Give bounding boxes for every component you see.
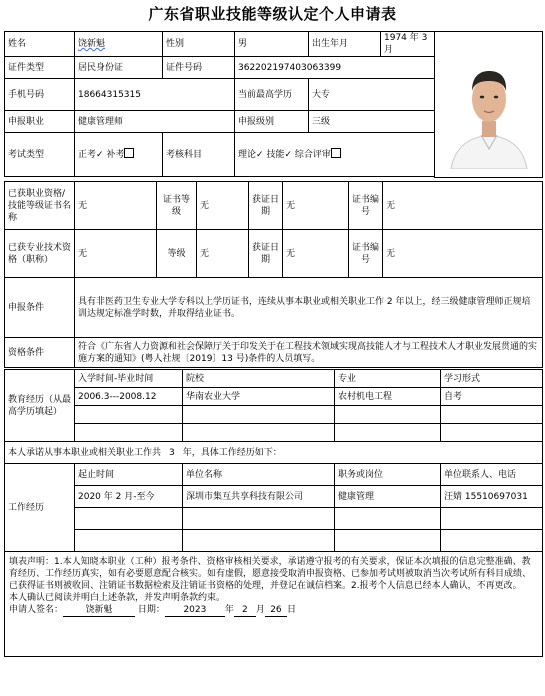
check-mark-icon: ✓ — [256, 150, 264, 160]
education-label: 教育经历（从最高学历填起） — [5, 370, 75, 442]
application-form-table — [4, 31, 543, 178]
vocational-cert-label: 已获职业资格/技能等级证书名称 — [5, 182, 75, 230]
edu-school — [183, 424, 335, 442]
work-label: 工作经历 — [5, 464, 75, 552]
empty-checkbox-icon — [331, 148, 341, 158]
edu-period: 2006.3---2008.12 — [75, 388, 183, 406]
edu-header-period: 入学时间-毕业时间 — [75, 370, 183, 388]
vocational-cert-number: 无 — [383, 182, 543, 230]
technical-title-date: 无 — [283, 230, 349, 278]
edu-major: 农村机电工程 — [335, 388, 441, 406]
work-header-position: 职务或岗位 — [335, 464, 441, 486]
exam-subject-label: 考核科目 — [163, 133, 235, 177]
edu-header-school: 院校 — [183, 370, 335, 388]
technical-title-number-label: 证书编号 — [349, 230, 383, 278]
work-years: 3 — [169, 447, 175, 458]
conditions-label: 申报条件 — [5, 278, 75, 338]
qualification-table — [4, 181, 543, 368]
check-mark-icon: ✓ — [96, 150, 104, 160]
exam-subject-options: 理论✓ 技能✓ 综合评审 — [235, 133, 435, 177]
id-number-value: 362202197403063399 — [235, 57, 435, 79]
exam-type-label: 考试类型 — [5, 133, 75, 177]
level-value: 三级 — [309, 111, 435, 133]
work-position — [335, 508, 441, 530]
work-contact — [441, 530, 543, 552]
work-header-period: 起止时间 — [75, 464, 183, 486]
education-level-value: 大专 — [309, 79, 435, 111]
exam-type-options: 正考✓ 补考 — [75, 133, 163, 177]
edu-form — [441, 424, 543, 442]
table-row — [5, 486, 543, 508]
work-position — [335, 530, 441, 552]
sign-year: 2023 — [165, 604, 225, 617]
edu-major — [335, 406, 441, 424]
work-company: 深圳市集互共享科技有限公司 — [183, 486, 335, 508]
edu-header-form: 学习形式 — [441, 370, 543, 388]
vocational-cert-number-label: 证书编号 — [349, 182, 383, 230]
vocational-cert-grade: 无 — [197, 182, 249, 230]
work-company — [183, 530, 335, 552]
work-statement: 本人承诺从事本职业或相关职业工作共 3 年，具体工作经历如下： — [5, 442, 543, 464]
edu-header-major: 专业 — [335, 370, 441, 388]
work-period — [75, 530, 183, 552]
applicant-photo — [435, 32, 543, 178]
check-mark-icon: ✓ — [284, 150, 292, 160]
signature-line: 申请人签名： 饶新魁 日期： 2023 年 2 月 26 日 — [9, 605, 296, 615]
level-label: 申报级别 — [235, 111, 309, 133]
work-position: 健康管理 — [335, 486, 441, 508]
table-row — [5, 508, 543, 530]
vocational-cert-name: 无 — [75, 182, 157, 230]
work-period — [75, 508, 183, 530]
vocational-cert-grade-label: 证书等级 — [157, 182, 197, 230]
edu-school — [183, 406, 335, 424]
technical-title-name: 无 — [75, 230, 157, 278]
eligibility-label: 资格条件 — [5, 338, 75, 368]
work-header-company: 单位名称 — [183, 464, 335, 486]
technical-title-grade-label: 等级 — [157, 230, 197, 278]
technical-title-label: 已获专业技术资格（职称） — [5, 230, 75, 278]
sign-month: 2 — [234, 604, 256, 617]
declaration-confirm: 本人确认已阅读并明白上述条款，并发声明条款约束。 — [9, 593, 226, 603]
work-period: 2020 年 2 月-至今 — [75, 486, 183, 508]
edu-form: 自考 — [441, 388, 543, 406]
table-row — [5, 388, 543, 406]
work-header-contact: 单位联系人、电话 — [441, 464, 543, 486]
id-type-label: 证件类型 — [5, 57, 75, 79]
conditions-text: 具有非医药卫生专业大学专科以上学历证书，连续从事本职业或相关职业工作 2 年以上，经三级健康管理师正规培训达规定标准学时数，并取得结业证书。 — [75, 278, 543, 338]
form-title: 广东省职业技能等级认定个人申请表 — [148, 5, 397, 23]
technical-title-grade: 无 — [197, 230, 249, 278]
work-contact: 汪婧 15510697031 — [441, 486, 543, 508]
declaration — [5, 552, 543, 657]
name-label: 姓名 — [5, 32, 75, 57]
occupation-value: 健康管理师 — [75, 111, 235, 133]
birth-label: 出生年月 — [309, 32, 381, 57]
phone-label: 手机号码 — [5, 79, 75, 111]
vocational-cert-date-label: 获证日期 — [249, 182, 283, 230]
edu-period — [75, 406, 183, 424]
education-table — [4, 369, 543, 464]
eligibility-text: 符合《广东省人力资源和社会保障厅关于印发关于在工程技术领域实现高技能人才与工程技术人才职业发展贯通的实施方案的通知》(粤人社规〔2019〕13 号)条件的人员填写。 — [75, 338, 543, 368]
edu-major — [335, 424, 441, 442]
edu-form — [441, 406, 543, 424]
id-number-label: 证件号码 — [163, 57, 235, 79]
applicant-photo-image — [441, 45, 537, 169]
work-contact — [441, 508, 543, 530]
phone-value: 18664315315 — [75, 79, 235, 111]
vocational-cert-date: 无 — [283, 182, 349, 230]
edu-period — [75, 424, 183, 442]
work-table — [4, 463, 543, 657]
empty-checkbox-icon — [124, 148, 134, 158]
education-level-label: 当前最高学历 — [235, 79, 309, 111]
occupation-label: 申报职业 — [5, 111, 75, 133]
name-value: 饶新魁 — [75, 32, 163, 57]
sign-day: 26 — [265, 604, 287, 617]
gender-label: 性别 — [163, 32, 235, 57]
signature-value: 饶新魁 — [63, 604, 135, 617]
technical-title-number: 无 — [383, 230, 543, 278]
gender-value: 男 — [235, 32, 309, 57]
declaration-text: 填表声明：1.本人知晓本职业（工种）报考条件、资格审核相关要求，承诺遵守报考的有关要求，保证本次填报的信息完整准确、教育经历、工作经历真实，如有必要愿意配合核实。如有虚假，愿意接受取消申报资格、已参加考试则被取消当次考试所有科目成绩、已获得证书则被收回、注销证书数据检索及注销证书资格的处理，并登记在诚信档案。2.报考个人信息已经本人确认，不再更改。 — [9, 557, 532, 591]
table-row — [5, 530, 543, 552]
technical-title-date-label: 获证日期 — [249, 230, 283, 278]
table-row — [5, 406, 543, 424]
birth-value: 1974 年 3 月 — [381, 32, 435, 57]
work-company — [183, 508, 335, 530]
id-type-value: 居民身份证 — [75, 57, 163, 79]
table-row — [5, 424, 543, 442]
edu-school: 华南农业大学 — [183, 388, 335, 406]
